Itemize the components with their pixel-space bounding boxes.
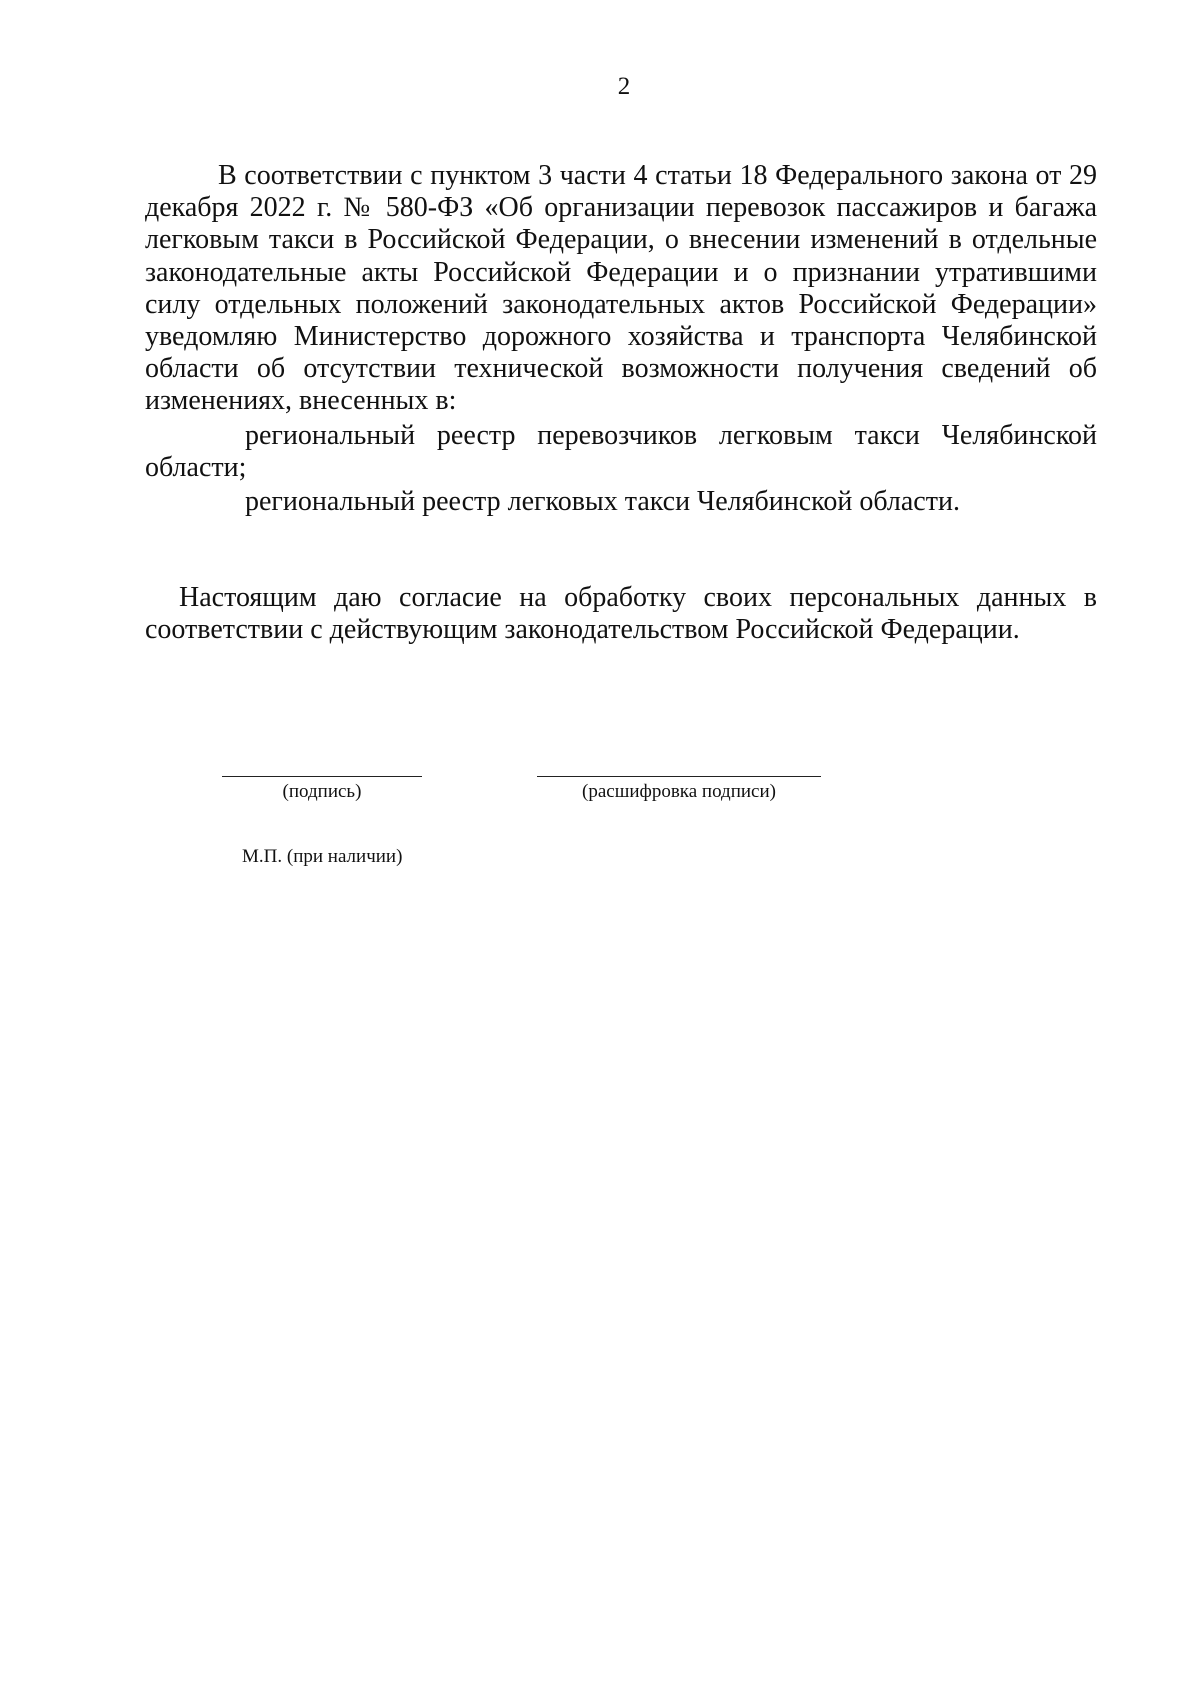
registry-carriers-item: региональный реестр перевозчиков легковым такси Челябинской области;: [145, 420, 1097, 484]
signature-decoding-line: [537, 776, 821, 777]
signature-decoding-caption: (расшифровка подписи): [582, 781, 776, 802]
signature-caption: (подпись): [282, 781, 362, 802]
signature-line: [222, 776, 422, 777]
stamp-note: М.П. (при наличии): [242, 846, 403, 867]
signature-field: [222, 776, 422, 803]
page-number: 2: [617, 73, 631, 100]
registry-taxis-item: региональный реестр легковых такси Челябинской области.: [245, 486, 960, 517]
notification-paragraph: В соответствии с пунктом 3 части 4 статьи 18 Федерального закона от 29 декабря 2022 г. № 580-ФЗ «Об организации перевозок пассажиров и багажа легковым такси в Российской Федерации, о внесении изменений в отдельные законодательные акты Российской Федерации и о признании утратившими силу отдельных положений законодательных актов Российской Федерации» уведомляю Министерство дорожного хозяйства и транспорта Челябинской области об отсутствии технической возможности получения сведений об изменениях, внесенных в:: [145, 160, 1097, 417]
signature-decoding-field: [537, 776, 821, 803]
consent-paragraph: Настоящим даю согласие на обработку своих персональных данных в соответствии с действующим законодательством Российской Федерации.: [145, 582, 1097, 646]
